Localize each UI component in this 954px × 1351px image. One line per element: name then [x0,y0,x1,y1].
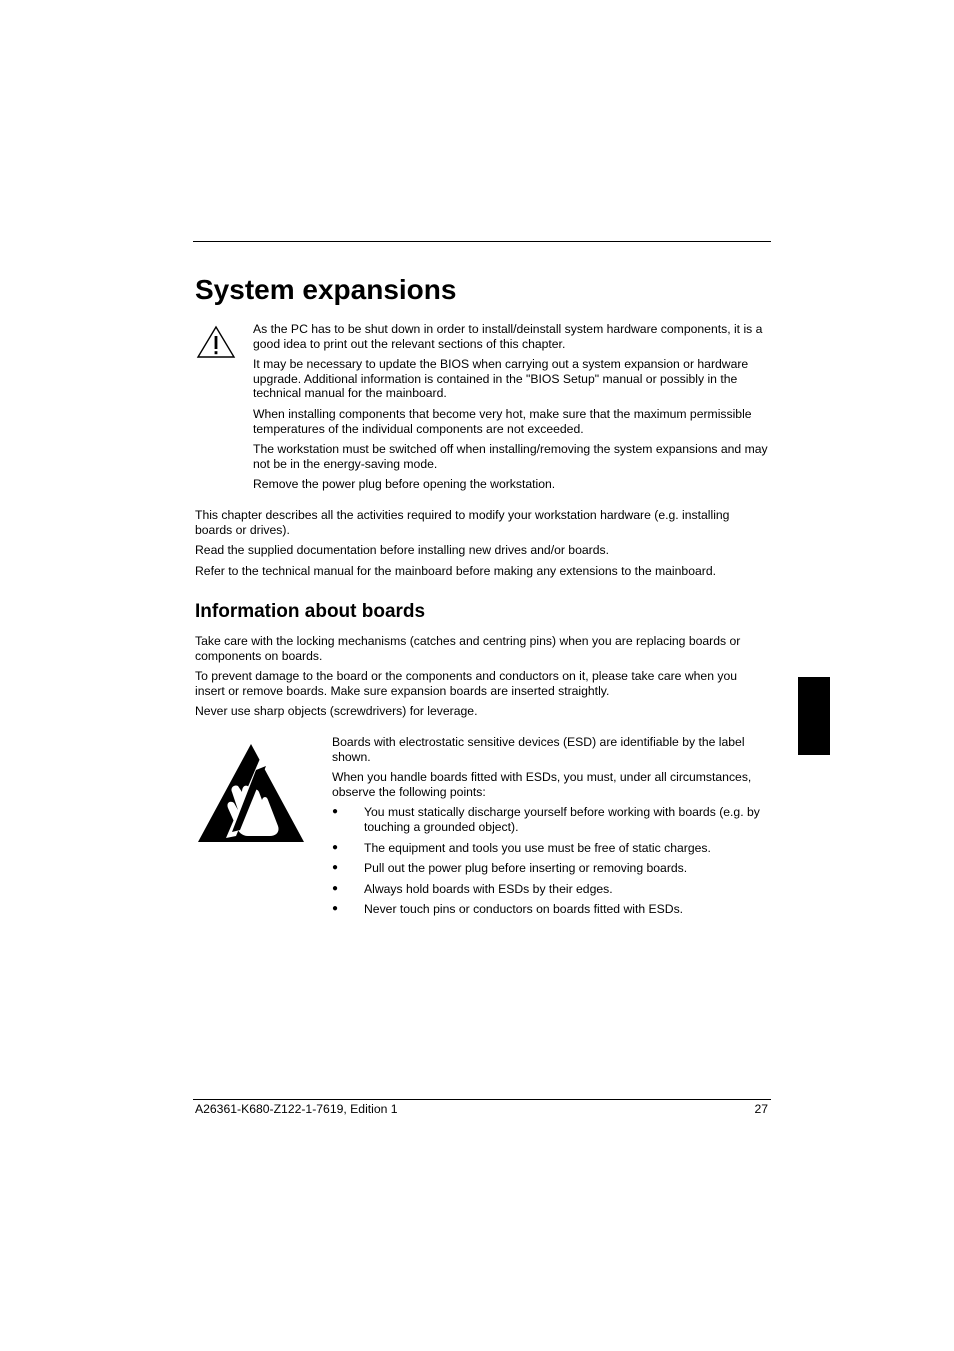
page-number: 27 [754,1102,768,1116]
list-item [332,861,772,876]
bullet-icon: ● [332,903,339,915]
bullet-icon: ● [332,882,339,894]
list-item [332,841,772,856]
boards-paragraph: To prevent damage to the board or the components and conductors on it, please take care when you insert or remove boards. Make sure expansion boards are inserted straightly. [195,669,738,698]
warning-notes [253,322,768,498]
footer-doc-id: A26361-K680-Z122-1-7619, Edition 1 [195,1102,398,1116]
footer-rule [193,1099,771,1100]
section-heading-boards: Information about boards [195,601,426,622]
warning-note: Remove the power plug before opening the workstation. [253,477,556,492]
intro-paragraph: Read the supplied documentation before installing new drives and/or boards. [195,543,609,558]
warning-note: When installing components that become very hot, make sure that the maximum permissible temperatures of the individual components are not exceeded. [253,406,752,436]
list-item-text: The equipment and tools you use must be free of static charges. [364,840,711,855]
warning-note: It may be necessary to update the BIOS when carrying out a system expansion or hardware upgrade. Additional information is contained in the "BIOS Setup" manual or possibly in the technical manual for the mainboard. [253,357,749,401]
list-item [332,882,772,897]
list-item-text: Pull out the power plug before inserting or removing boards. [364,861,688,876]
boards-paragraph: Never use sharp objects (screwdrivers) for leverage. [195,704,478,719]
chapter-tab-marker [798,677,830,755]
page-title: System expansions [195,274,457,305]
list-item-text: Always hold boards with ESDs by their edges. [364,881,613,896]
list-item-text: You must statically discharge yourself before working with boards (e.g. by touching a grounded object). [364,805,760,834]
esd-paragraph: When you handle boards fitted with ESDs, you must, under all circumstances, observe the following points: [332,770,752,799]
list-item [332,805,772,834]
intro-section [195,508,770,584]
esd-warning-icon [196,740,306,844]
boards-section [195,634,770,725]
bullet-icon: ● [332,862,339,874]
header-rule [193,241,771,242]
warning-note: The workstation must be switched off when installing/removing the system expansions and may not be in the energy-saving mode. [253,442,768,471]
esd-paragraph: Boards with electrostatic sensitive devices (ESD) are identifiable by the label shown. [332,735,745,764]
warning-note: As the PC has to be shut down in order to install/deinstall system hardware components, it is a good idea to print out the relevant sections of this chapter. [253,322,763,351]
list-item-text: Never touch pins or conductors on boards fitted with ESDs. [364,902,684,917]
boards-paragraph: Take care with the locking mechanisms (catches and centring pins) when you are replacing boards or components on boards. [195,634,741,663]
bullet-icon: ● [332,806,339,818]
esd-section [332,735,772,923]
esd-bullet-list [332,805,772,917]
list-item [332,902,772,917]
warning-triangle-icon [196,325,236,359]
intro-paragraph: Refer to the technical manual for the mainboard before making any extensions to the mainboard. [195,563,716,578]
bullet-icon: ● [332,841,339,853]
intro-paragraph: This chapter describes all the activities required to modify your workstation hardware (e.g. installing boards or drives). [195,508,730,537]
